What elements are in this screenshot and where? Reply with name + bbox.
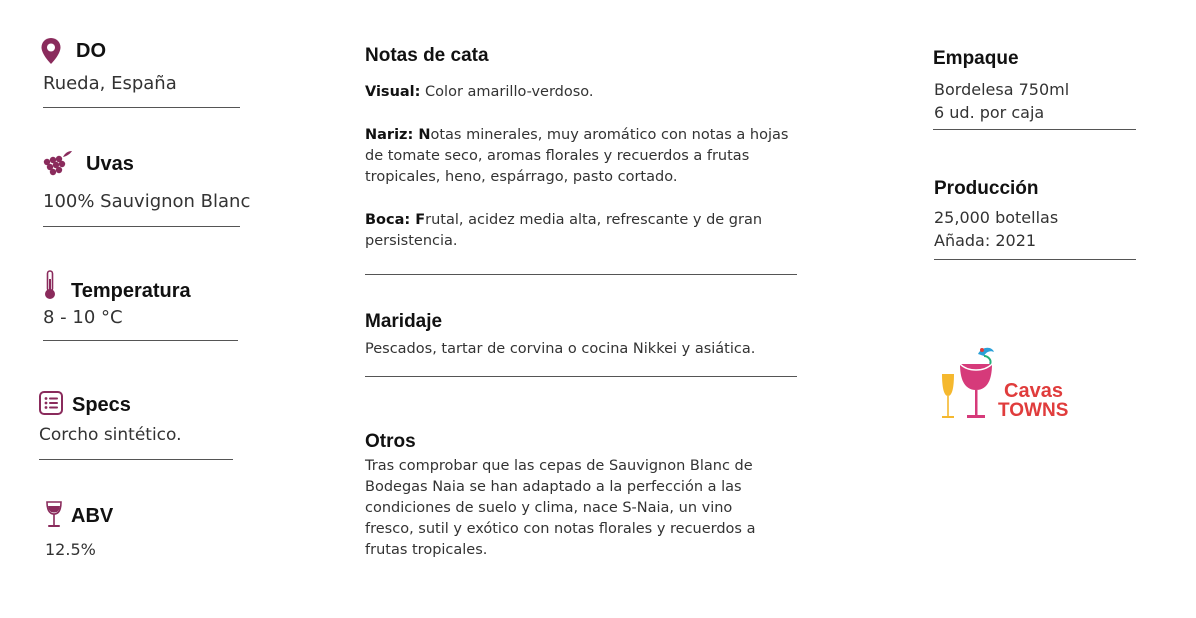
abv-title: ABV (71, 505, 114, 527)
temperatura-value: 8 - 10 °C (43, 307, 123, 328)
nariz-text: otas minerales, muy aromático con notas a hojas de tomate seco, aromas florales y recuerdos a frutas tropicales, heno, espárrago, pasto cortado. (365, 127, 789, 185)
boca-label: Boca: F (365, 212, 426, 228)
specs-title: Specs (72, 394, 131, 416)
temperatura-title: Temperatura (71, 280, 191, 302)
notas-nariz (365, 125, 805, 188)
notas-visual (365, 82, 805, 103)
divider (39, 459, 233, 460)
visual-text: Color amarillo-verdoso. (420, 84, 594, 100)
notas-boca (365, 210, 785, 252)
empaque-title: Empaque (933, 48, 1019, 69)
otros-title: Otros (365, 431, 416, 452)
maridaje-title: Maridaje (365, 311, 443, 332)
divider (365, 376, 797, 377)
notas-title: Notas de cata (365, 45, 489, 66)
logo-text-cavas: Cavas (1004, 380, 1063, 402)
thermometer-icon (43, 270, 57, 305)
nariz-label: Nariz: N (365, 127, 431, 143)
divider (934, 259, 1136, 260)
uvas-value: 100% Sauvignon Blanc (43, 191, 251, 212)
produccion-line1: 25,000 botellas (934, 208, 1059, 227)
do-title: DO (76, 40, 106, 62)
empaque-line1: Bordelesa 750ml (934, 80, 1070, 99)
boca-text: rutal, acidez media alta, refrescante y de gran persistencia. (365, 212, 763, 249)
list-icon (39, 391, 63, 420)
produccion-line2: Añada: 2021 (934, 231, 1037, 250)
produccion-title: Producción (934, 178, 1039, 199)
logo-text-towns: TOWNS (998, 400, 1069, 421)
grapes-icon (41, 149, 73, 182)
otros-text: Tras comprobar que las cepas de Sauvignon Blanc de Bodegas Naia se han adaptado a la perfección a las condiciones de suelo y clima, nace S-Naia, un vino fresco, sutil y exótico con notas florales y recuerdos a frutas tropicales. (365, 458, 756, 558)
divider (365, 274, 797, 275)
cavas-towns-logo (938, 344, 1088, 424)
divider (933, 129, 1136, 130)
divider (43, 340, 238, 341)
divider (43, 226, 240, 227)
abv-value: 12.5% (45, 540, 96, 559)
visual-label: Visual: (365, 84, 421, 100)
empaque-line2: 6 ud. por caja (934, 103, 1045, 122)
do-value: Rueda, España (43, 73, 177, 94)
specs-value: Corcho sintético. (39, 425, 182, 445)
divider (43, 107, 240, 108)
uvas-title: Uvas (86, 153, 134, 175)
wine-glass-icon (45, 501, 63, 534)
maridaje-text: Pescados, tartar de corvina o cocina Nikkei y asiática. (365, 341, 756, 357)
location-pin-icon (40, 37, 62, 70)
